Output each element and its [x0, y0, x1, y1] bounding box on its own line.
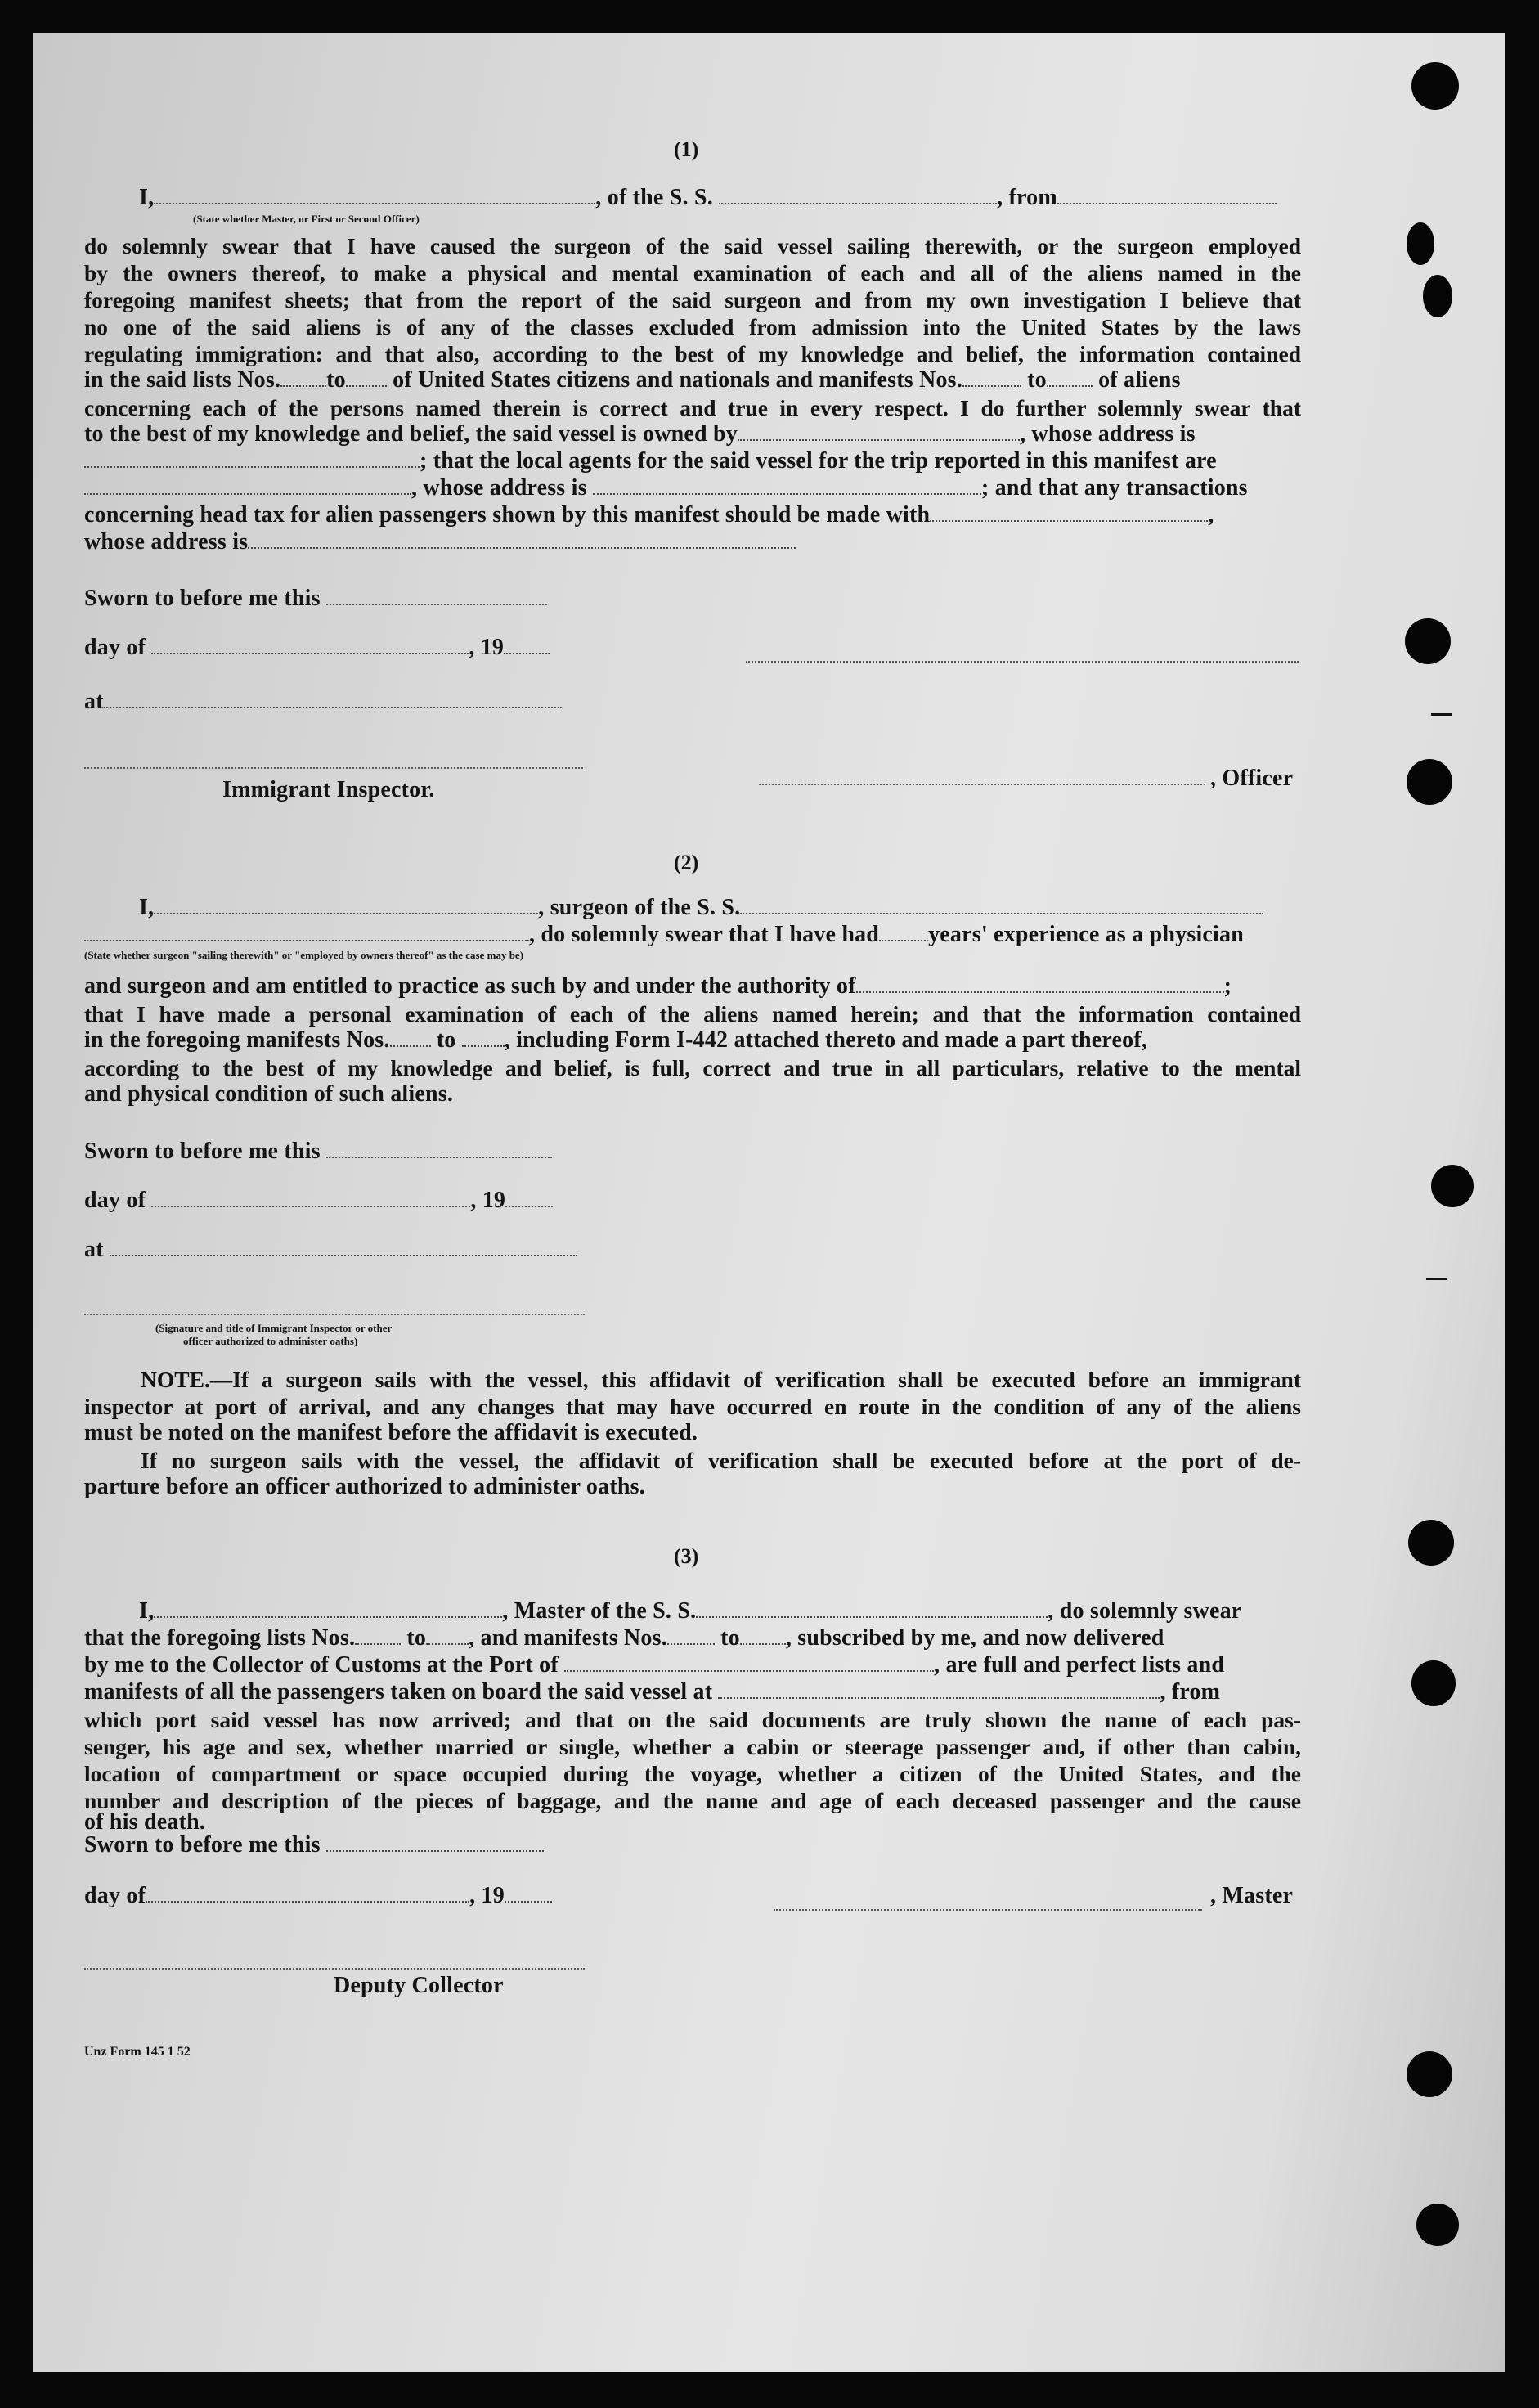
s3-para-line: number and description of the pieces of baggage, and the name and age of each deceased passenger and the cause: [84, 1788, 1301, 1813]
lists-from-field[interactable]: [280, 367, 326, 387]
s2-sworn-label: Sworn to before me this: [84, 1139, 321, 1164]
s1-para-line: do solemnly swear that I have caused the surgeon of the said vessel sailing therewith, or the surgeon employed: [84, 233, 1301, 258]
s2-l1-a: I,: [139, 895, 155, 920]
s3-l2-b: to: [406, 1625, 427, 1651]
s1-sworn: [84, 586, 547, 612]
note-line: NOTE.—If a surgeon sails with the vessel, this affidavit of verification shall be executed before an immigrant: [141, 1367, 1301, 1392]
s3-sworn-day-field[interactable]: [326, 1832, 544, 1852]
agents-address-field[interactable]: [593, 475, 981, 495]
s3-line4: [84, 1679, 1220, 1705]
s2-year-prefix: , 19: [470, 1188, 506, 1213]
if-line: parture before an officer authorized to administer oaths.: [84, 1474, 645, 1499]
s1-l12-end: ,: [1208, 502, 1214, 528]
s2-month-field[interactable]: [151, 1188, 470, 1207]
binder-hole: [1411, 1660, 1456, 1706]
s3-manifests-to-field[interactable]: [740, 1625, 786, 1645]
s2-line6: according to the best of my knowledge and belief, is full, correct and true in all particulars, relative to the mental: [84, 1055, 1301, 1080]
binder-hole: [1431, 1165, 1474, 1207]
s2-place-field[interactable]: [110, 1237, 577, 1256]
s3-l3-a: by me to the Collector of Customs at the Port of: [84, 1652, 559, 1678]
s2-l5-a: in the foregoing manifests Nos.: [84, 1027, 390, 1053]
authority-field[interactable]: [856, 973, 1224, 993]
officer-title-field[interactable]: [154, 185, 595, 204]
s3-l3-b: , are full and perfect lists and: [934, 1652, 1225, 1678]
deputy-label: Deputy Collector: [334, 1973, 504, 1998]
s1-l7-b: to: [326, 367, 346, 393]
s2-at-label: at: [84, 1237, 104, 1262]
s1-l1-b: , of the S. S.: [595, 185, 713, 210]
s3-sworn: [84, 1832, 544, 1858]
section-3-number: (3): [674, 1544, 699, 1568]
s2-sig-caption-2: officer authorized to administer oaths): [183, 1335, 358, 1347]
s2-line7: and physical condition of such aliens.: [84, 1081, 454, 1107]
vessel-name-field[interactable]: [719, 185, 997, 204]
s1-l10: ; that the local agents for the said vessel for the trip reported in this manifest are: [420, 448, 1217, 474]
s3-year-field[interactable]: [505, 1883, 552, 1903]
s1-l11-a: , whose address is: [411, 475, 587, 501]
binder-hole: [1408, 1520, 1454, 1566]
s1-officer-label: , Officer: [1210, 766, 1294, 791]
s3-vessel-field[interactable]: [696, 1598, 1048, 1618]
s2-l5-c: , including Form I-442 attached thereto and made a part thereof,: [504, 1027, 1148, 1053]
s1-para-line: foregoing manifest sheets; that from the report of the said surgeon and from my own investigation I believe that: [84, 287, 1301, 312]
owner-field[interactable]: [738, 421, 1020, 441]
surgeon-status-field[interactable]: [84, 922, 529, 941]
s2-line2: [84, 922, 1244, 948]
s2-surgeon-note: (State whether surgeon "sailing therewith" or "employed by owners thereof" as the case may be): [84, 949, 524, 961]
s2-manifests-to-field[interactable]: [462, 1027, 505, 1047]
s1-line1: [139, 185, 1277, 211]
binder-hole: [1407, 759, 1452, 805]
s1-l9-b: , whose address is: [1020, 421, 1196, 447]
s3-l4-b: , from: [1160, 1679, 1221, 1705]
s1-dayof-label: day of: [84, 635, 146, 660]
s2-l3-end: ;: [1223, 973, 1232, 999]
s1-year-field[interactable]: [504, 635, 550, 654]
s3-lists-to-field[interactable]: [426, 1625, 469, 1645]
lists-to-field[interactable]: [346, 367, 387, 387]
s1-para-line: no one of the said aliens is of any of the classes excluded from admission into the United States by the laws: [84, 314, 1301, 339]
s2-at: [84, 1237, 577, 1263]
s1-place-field[interactable]: [104, 689, 562, 708]
s2-signature-line[interactable]: [84, 1314, 585, 1315]
s2-line3: [84, 973, 1232, 1000]
s3-para-line: senger, his age and sex, whether married or single, whether a cabin or steerage passenger and, if other than cabin,: [84, 1734, 1301, 1759]
binder-hole: [1416, 2204, 1459, 2246]
edge-mark: [1431, 713, 1452, 716]
s3-l1-b: , Master of the S. S.: [502, 1598, 697, 1624]
s3-month-field[interactable]: [146, 1883, 469, 1903]
s3-l4-a: manifests of all the passengers taken on board the said vessel at: [84, 1679, 713, 1705]
binder-hole: [1405, 618, 1451, 664]
s3-para-line: which port said vessel has now arrived; and that on the said documents are truly shown the name of each pas-: [84, 1707, 1301, 1732]
s1-l1-a: I,: [139, 185, 155, 210]
s1-officer-line[interactable]: [759, 784, 1205, 785]
s3-l2-c: , and manifests Nos.: [469, 1625, 667, 1651]
s2-dayof: [84, 1188, 553, 1214]
s1-l7-a: in the said lists Nos.: [84, 367, 281, 393]
s1-l11-b: ; and that any transactions: [980, 475, 1248, 501]
s3-line1: [139, 1598, 1241, 1624]
s2-line5: [84, 1027, 1147, 1054]
s1-line11: [84, 475, 1248, 501]
s1-dayof: [84, 635, 550, 661]
surgeon-name-field[interactable]: [154, 895, 538, 914]
years-field[interactable]: [879, 922, 928, 941]
s2-vessel-field[interactable]: [740, 895, 1263, 914]
s2-l2-b: years' experience as a physician: [928, 922, 1245, 947]
s1-inspector-signature-line[interactable]: [84, 767, 583, 769]
s1-l7-c: of United States citizens and nationals and manifests Nos.: [393, 367, 962, 393]
note-line: inspector at port of arrival, and any changes that may have occurred en route in the condition of any of the aliens: [84, 1394, 1301, 1419]
s2-sig-caption-1: (Signature and title of Immigrant Inspector or other: [155, 1322, 393, 1334]
s3-l1-a: I,: [139, 1598, 155, 1624]
manifests-from-field[interactable]: [962, 367, 1021, 387]
section-2-number: (2): [674, 851, 699, 874]
embark-port-field[interactable]: [718, 1679, 1160, 1699]
s3-lists-from-field[interactable]: [355, 1625, 401, 1645]
s3-l2-d: to: [720, 1625, 740, 1651]
head-tax-field[interactable]: [930, 502, 1208, 522]
s2-line1: [139, 895, 1263, 921]
s1-line8: concerning each of the persons named therein is correct and true in every respect. I do further solemnly swear that: [84, 395, 1301, 420]
s3-l1-c: , do solemnly swear: [1048, 1598, 1242, 1624]
binder-hole: [1407, 222, 1434, 265]
from-port-field[interactable]: [1057, 185, 1277, 204]
s2-manifests-from-field[interactable]: [390, 1027, 431, 1047]
s1-inspector-label: Immigrant Inspector.: [222, 777, 435, 802]
s2-sworn-day-field[interactable]: [326, 1139, 552, 1158]
s3-manifests-from-field[interactable]: [667, 1625, 715, 1645]
s1-sworn-day-field[interactable]: [326, 586, 547, 605]
edge-mark: [1426, 1278, 1447, 1280]
s1-l9-a: to the best of my knowledge and belief, the said vessel is owned by: [84, 421, 738, 447]
s1-line12: [84, 502, 1214, 528]
s3-sworn-label: Sworn to before me this: [84, 1832, 321, 1858]
s3-year-prefix: , 19: [469, 1883, 505, 1908]
s2-dayof-label: day of: [84, 1188, 146, 1213]
s2-year-field[interactable]: [505, 1188, 553, 1207]
binder-hole: [1407, 2051, 1452, 2097]
s3-dayof: [84, 1883, 552, 1909]
s1-line9: [84, 421, 1196, 447]
section-1-number: (1): [674, 137, 699, 161]
s1-line7: [84, 367, 1181, 393]
s1-line10: [84, 448, 1217, 474]
s1-l7-e: of aliens: [1098, 367, 1181, 393]
s1-month-field[interactable]: [151, 635, 469, 654]
s1-l13: whose address is: [84, 529, 249, 555]
if-line: If no surgeon sails with the vessel, the affidavit of verification shall be executed before at the port of de-: [141, 1448, 1301, 1473]
deputy-signature-line[interactable]: [84, 1968, 585, 1970]
s2-l3: and surgeon and am entitled to practice as such by and under the authority of: [84, 973, 856, 999]
s1-line13: [84, 529, 796, 555]
s3-line2: [84, 1625, 1164, 1651]
s2-sworn: [84, 1139, 552, 1165]
s1-sworn-label: Sworn to before me this: [84, 586, 321, 611]
s2-l5-b: to: [436, 1027, 456, 1053]
form-page: [33, 33, 1505, 2372]
note-line: must be noted on the manifest before the affidavit is executed.: [84, 1420, 698, 1445]
s1-year-prefix: , 19: [469, 635, 505, 660]
s1-para-line: by the owners thereof, to make a physical and mental examination of each and all of the aliens named in the: [84, 260, 1301, 285]
s3-l2-e: , subscribed by me, and now delivered: [785, 1625, 1164, 1651]
s2-l2-a: , do solemnly swear that I have had: [529, 922, 880, 947]
owner-address-field[interactable]: [84, 448, 420, 468]
s1-at-label: at: [84, 689, 104, 714]
binder-hole: [1423, 275, 1452, 317]
s3-dayof-label: day of: [84, 1883, 146, 1908]
master-signature-line[interactable]: [774, 1909, 1202, 1911]
s3-l2-a: that the foregoing lists Nos.: [84, 1625, 356, 1651]
port-field[interactable]: [564, 1652, 934, 1672]
s1-at: [84, 689, 562, 715]
agents-field[interactable]: [84, 475, 411, 495]
master-label: , Master: [1210, 1883, 1294, 1908]
s2-l1-b: , surgeon of the S. S.: [538, 895, 741, 920]
head-tax-address-field[interactable]: [248, 529, 796, 549]
s1-para-line: regulating immigration: and that also, according to the best of my knowledge and belief, the information contained: [84, 341, 1301, 366]
s3-last: of his death.: [84, 1809, 206, 1835]
master-name-field[interactable]: [154, 1598, 502, 1618]
s1-officer-signature-line[interactable]: [746, 661, 1299, 663]
manifests-to-field[interactable]: [1047, 367, 1093, 387]
s3-para-line: location of compartment or space occupied during the voyage, whether a citizen of the United States, and the: [84, 1761, 1301, 1786]
s3-line3: [84, 1652, 1224, 1678]
s1-officer-note: (State whether Master, or First or Second Officer): [193, 213, 420, 225]
s2-line4: that I have made a personal examination of each of the aliens named herein; and that the information contained: [84, 1001, 1301, 1027]
binder-hole: [1411, 62, 1459, 110]
form-id: Unz Form 145 1 52: [84, 2045, 191, 2059]
s1-l7-d: to: [1027, 367, 1047, 393]
s1-l1-c: , from: [997, 185, 1057, 210]
s1-l12: concerning head tax for alien passengers shown by this manifest should be made with: [84, 502, 931, 528]
